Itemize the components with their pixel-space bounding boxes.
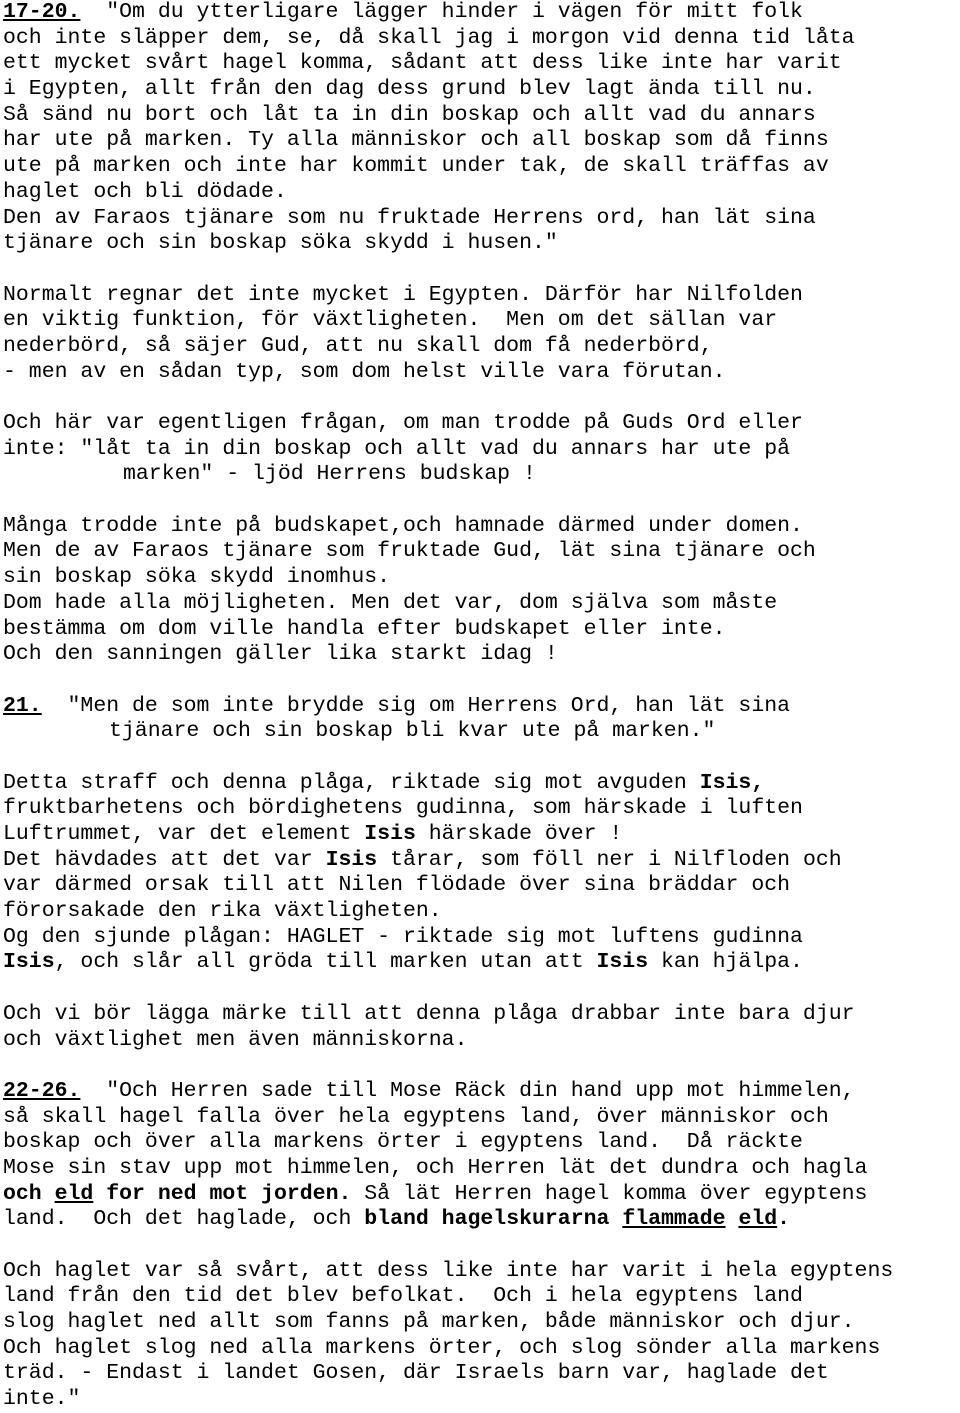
text-line: land från den tid det blev befolkat. Och i hela egyptens land <box>3 1284 803 1309</box>
text-span: Det hävdades att det var <box>3 847 326 872</box>
bold-isis: Isis <box>364 822 416 846</box>
verse-text: "Men de som inte brydde sig om Herrens Ord, han lät sina <box>41 693 791 718</box>
bold-text: . <box>777 1207 791 1232</box>
text-line: i Egypten, allt från den dag dess grund blev lagt ända till nu. <box>3 77 816 102</box>
text-span: Luftrummet, var det element <box>3 822 365 846</box>
paragraph-gap <box>3 1053 958 1079</box>
text-line: Og den sjunde plågan: HAGLET - riktade sig mot luftens gudinna <box>3 924 803 949</box>
verse-ref-17-20: 17-20. <box>3 0 81 24</box>
text-span: land. Och det haglade, och <box>3 1207 365 1232</box>
text-line: nederbörd, så säjer Gud, att nu skall dom få nederbörd, <box>3 333 713 358</box>
text-line: ett mycket svårt hagel komma, sådant att dess like inte har varit <box>3 51 842 76</box>
bold-underlined-eld: eld <box>738 1207 778 1232</box>
text-span: , och slår all gröda till marken utan att <box>54 950 597 975</box>
text-line: sin boskap söka skydd inomhus. <box>3 565 391 590</box>
verse-21-line-1 <box>3 694 958 720</box>
bold-text: och <box>3 1181 55 1206</box>
text-span: tårar, som föll ner i Nilfloden och <box>377 847 842 872</box>
text-line: Dom hade alla möjligheten. Men det var, dom själva som måste <box>3 590 778 615</box>
text-line: - men av en sådan typ, som dom helst ville vara förutan. <box>3 359 726 384</box>
bold-isis: Isis <box>325 847 378 872</box>
bold-underlined-eld: eld <box>54 1181 94 1206</box>
paragraph-gap <box>3 1233 958 1259</box>
text-span: Så lät Herren hagel komma över egyptens <box>351 1181 868 1206</box>
text-line: och växtlighet men även människorna. <box>3 1027 468 1052</box>
text-line: Och haglet var så svårt, att dess like inte har varit i hela egyptens <box>3 1258 894 1283</box>
bold-isis: Isis <box>596 950 649 975</box>
text-line <box>3 848 958 874</box>
paragraph-gap <box>3 976 958 1002</box>
verse-17-20-line-1 <box>3 0 958 26</box>
text-line: Och här var egentligen frågan, om man trodde på Guds Ord eller <box>3 411 803 435</box>
text-line: slog haglet ned allt som fanns på marken, både människor och djur. <box>3 1310 855 1335</box>
document-page <box>3 0 958 1413</box>
paragraph-gap <box>3 668 958 694</box>
bold-text: for ned mot jorden. <box>93 1181 352 1206</box>
text-line: Och haglet slog ned alla markens örter, och slog sönder alla markens <box>3 1335 881 1360</box>
text-span: Detta straff och denna plåga, riktade sig mot avguden <box>3 770 700 795</box>
text-line: Den av Faraos tjänare som nu fruktade Herrens ord, han lät sina <box>3 205 816 230</box>
text-line: Och den sanningen gäller lika starkt idag ! <box>3 642 558 667</box>
text-line: Normalt regnar det inte mycket i Egypten. Därför har Nilfolden <box>3 282 803 307</box>
text-line: träd. - Endast i landet Gosen, där Israels barn var, haglade det <box>3 1361 829 1386</box>
bold-isis: Isis, <box>699 770 765 795</box>
text-line <box>3 822 958 848</box>
text-line <box>3 771 958 797</box>
text-line: inte." <box>3 1387 81 1412</box>
text-line: tjänare och sin boskap söka skydd i husen." <box>3 231 558 256</box>
text-line: ute på marken och inte har kommit under tak, de skall träffas av <box>3 154 829 179</box>
text-line: och inte släpper dem, se, då skall jag i morgon vid denna tid låta <box>3 25 855 50</box>
text-line: så skall hagel falla över hela egyptens land, över människor och <box>3 1104 829 1129</box>
bold-space <box>726 1207 739 1231</box>
verse-text: "Om du ytterligare lägger hinder i vägen för mitt folk <box>80 0 803 24</box>
verse-text: "Och Herren sade till Mose Räck din hand upp mot himmelen, <box>80 1078 855 1103</box>
text-line: boskap och över alla markens örter i egyptens land. Då räckte <box>3 1130 803 1155</box>
text-line: fruktbarhetens och bördighetens gudinna, som härskade i luften <box>3 796 803 821</box>
text-line: haglet och bli dödade. <box>3 179 287 204</box>
text-line: var därmed orsak till att Nilen flödade över sina bräddar och <box>3 873 791 898</box>
text-line <box>3 1207 958 1233</box>
verse-ref-22-26: 22-26. <box>3 1078 81 1103</box>
verse-22-26-line-1 <box>3 1079 958 1105</box>
text-line: Mose sin stav upp mot himmelen, och Herren lät det dundra och hagla <box>3 1155 868 1180</box>
paragraph-gap <box>3 257 958 283</box>
text-line: Men de av Faraos tjänare som fruktade Gud, lät sina tjänare och <box>3 539 816 564</box>
text-line: Många trodde inte på budskapet,och hamnade därmed under domen. <box>3 513 803 538</box>
text-line: förorsakade den rika växtligheten. <box>3 899 442 924</box>
text-line: en viktig funktion, för växtligheten. Men om det sällan var <box>3 308 778 333</box>
bold-text: bland hagelskurarna <box>364 1207 623 1232</box>
text-span: härskade över ! <box>415 822 623 846</box>
bold-isis: Isis <box>3 950 55 975</box>
text-line-indented: marken" - ljöd Herrens budskap ! <box>123 462 536 487</box>
paragraph-gap <box>3 745 958 771</box>
text-line: inte: "låt ta in din boskap och allt vad du annars har ute på <box>3 436 791 461</box>
text-line: Så sänd nu bort och låt ta in din boskap och allt vad du annars <box>3 102 816 127</box>
text-line: bestämma om dom ville handla efter budskapet eller inte. <box>3 616 726 641</box>
text-line <box>3 950 958 976</box>
text-line <box>3 1182 958 1208</box>
verse-ref-21: 21. <box>3 693 42 718</box>
text-line-indented: tjänare och sin boskap bli kvar ute på marken." <box>109 719 716 744</box>
paragraph-gap <box>3 488 958 514</box>
text-span: kan hjälpa. <box>648 950 803 975</box>
bold-underlined-flammade: flammade <box>622 1207 726 1232</box>
text-line: Och vi bör lägga märke till att denna plåga drabbar inte bara djur <box>3 1001 855 1026</box>
paragraph-gap <box>3 385 958 411</box>
text-line: har ute på marken. Ty alla människor och all boskap som då finns <box>3 128 829 153</box>
